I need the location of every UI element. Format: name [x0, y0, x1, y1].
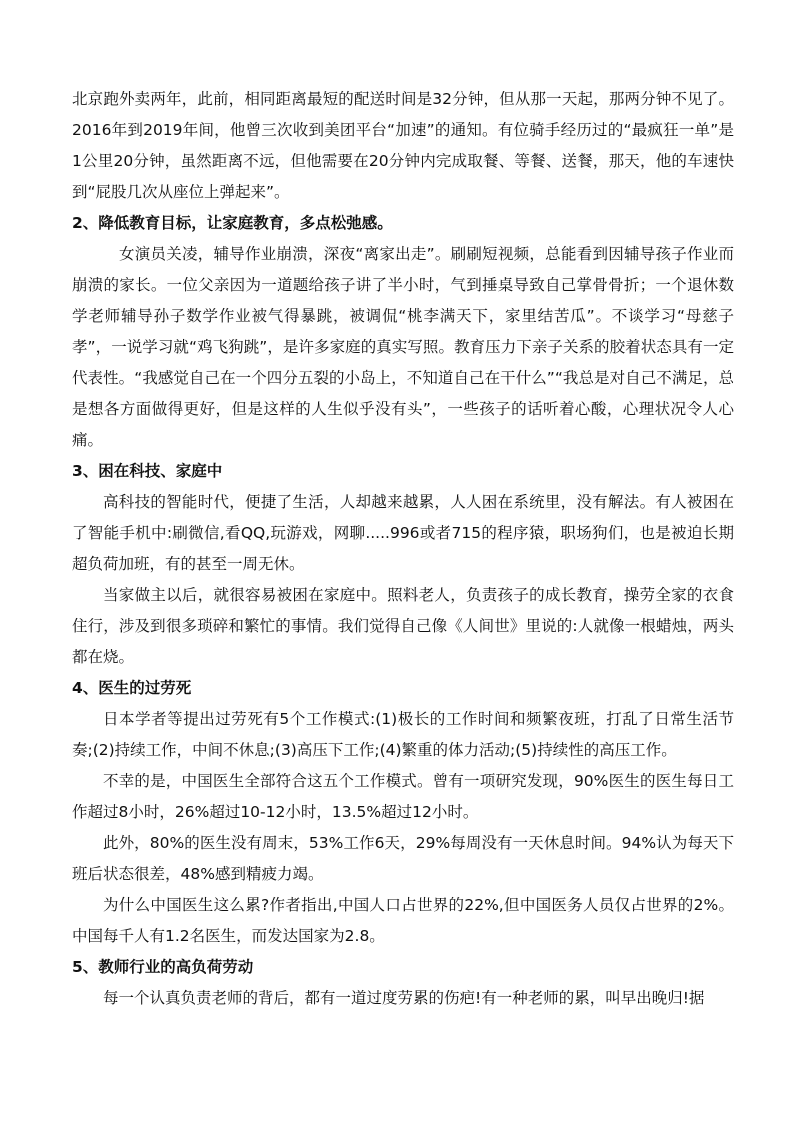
heading-section-5: 5、教师行业的高负荷劳动 — [72, 958, 254, 976]
heading-section-3: 3、困在科技、家庭中 — [72, 462, 223, 480]
paragraph-family: 当家做主以后，就很容易被困在家庭中。照料老人，负责孩子的成长教育，操劳全家的衣食住行，涉及到很多琐碎和繁忙的事情。我们觉得自己像《人间世》里说的:人就像一根蜡烛，两头都在烧。 — [72, 586, 734, 666]
document-body — [72, 84, 734, 1014]
paragraph-overwork-patterns: 日本学者等提出过劳死有5个工作模式:(1)极长的工作时间和频繁夜班，打乱了日常生活节奏;(2)持续工作，中间不休息;(3)高压下工作;(4)繁重的体力活动;(5)持续性的高压工作。 — [72, 710, 734, 759]
heading-section-4: 4、医生的过劳死 — [72, 679, 192, 697]
paragraph-delivery-rider: 北京跑外卖两年，此前，相同距离最短的配送时间是32分钟，但从那一天起，那两分钟不见了。2016年到2019年间，他曾三次收到美团平台“加速”的通知。有位骑手经历过的“最疯狂一单”是1公里20分钟，虽然距离不远，但他需要在20分钟内完成取餐、等餐、送餐，那天，他的车速快到“屁股几次从座位上弹起来”。 — [72, 90, 734, 201]
paragraph-technology: 高科技的智能时代，便捷了生活，人却越来越累，人人困在系统里，没有解法。有人被困在了智能手机中:刷微信,看QQ,玩游戏，网聊.....996或者715的程序猿，职场狗们，也是被迫长期超负荷加班，有的甚至一周无休。 — [72, 493, 734, 573]
paragraph-doctor-weekends: 此外，80%的医生没有周末，53%工作6天，29%每周没有一天休息时间。94%认为每天下班后状态很差，48%感到精疲力竭。 — [72, 834, 734, 883]
paragraph-doctor-ratio: 为什么中国医生这么累?作者指出,中国人口占世界的22%,但中国医务人员仅占世界的2%。中国每千人有1.2名医生，而发达国家为2.8。 — [72, 896, 734, 945]
heading-section-2: 2、降低教育目标，让家庭教育，多点松弛感。 — [72, 214, 393, 232]
paragraph-teacher: 每一个认真负责老师的背后，都有一道过度劳累的伤疤!有一种老师的累，叫早出晚归!据 — [103, 989, 705, 1007]
paragraph-homework-stress: 女演员关凌，辅导作业崩溃，深夜“离家出走”。刷刷短视频，总能看到因辅导孩子作业而崩溃的家长。一位父亲因为一道题给孩子讲了半小时，气到捶桌导致自己掌骨骨折；一个退休数学老师辅导孙子数学作业被气得暴跳，被调侃“桃李满天下，家里结苦瓜”。不谈学习“母慈子孝”，一说学习就“鸡飞狗跳”，是许多家庭的真实写照。教育压力下亲子关系的胶着状态具有一定代表性。“我感觉自己在一个四分五裂的小岛上，不知道自己在干什么”“我总是对自己不满足，总是想各方面做得更好，但是这样的人生似乎没有头”，一些孩子的话听着心酸，心理状况令人心痛。 — [72, 245, 734, 449]
paragraph-doctor-hours: 不幸的是，中国医生全部符合这五个工作模式。曾有一项研究发现，90%医生的医生每日工作超过8小时，26%超过10-12小时，13.5%超过12小时。 — [72, 772, 734, 821]
